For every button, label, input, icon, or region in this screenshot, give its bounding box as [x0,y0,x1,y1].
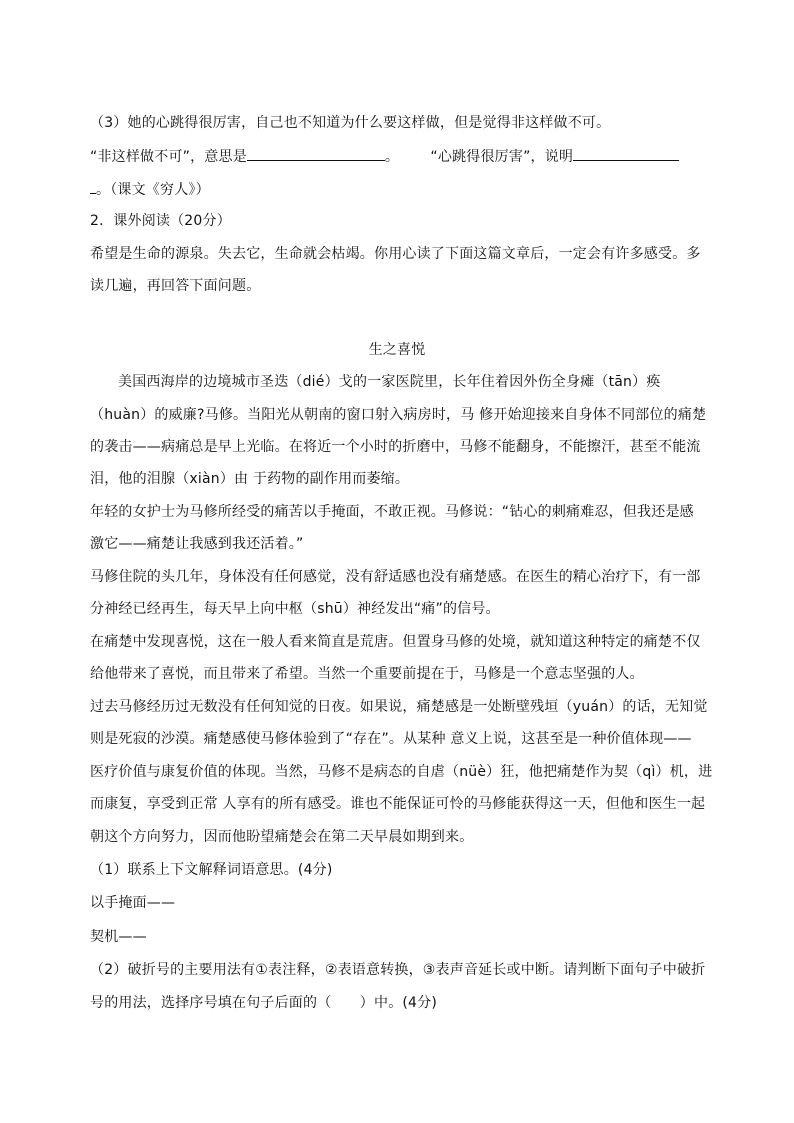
question-3-prompt-a: “非这样做不可”，意思是 [90,149,247,165]
question-1-item-1: 以手掩面—— [90,895,176,911]
answer-blank-2[interactable] [573,146,679,161]
question-2-line-2: 号的用法，选择序号填在句子后面的（ ）中。(4分) [90,995,438,1011]
question-1-prompt: （1）联系上下文解释词语意思。(4分) [90,862,333,878]
paragraph-1-line-1: 美国西海岸的边境城市圣迭（dié）戈的一家医院里，长年住着因外伤全身瘫（tān）痪 [118,374,661,390]
question-3-source [90,179,704,200]
answer-blank-1[interactable] [247,146,385,161]
paragraph-5-line-1: 过去马修经历过无数没有任何知觉的日夜。如果说，痛楚感是一处断壁残垣（yuán）的话，无知觉 [90,699,708,715]
question-3-prompt-b: 。 [384,149,400,165]
paragraph-1-line-3: 的袭击——病痛总是早上光临。在将近一个小时的折磨中，马修不能翻身，不能擦汗，甚至不能流 [90,439,701,455]
question-3-fill-line [90,146,704,167]
question-3-prompt-c: “心跳得很厉害”，说明 [430,149,574,165]
question-1-item-2: 契机—— [90,929,147,945]
section-2-heading: 2．课外阅读（20分） [90,213,231,229]
intro-line-1: 希望是生命的源泉。失去它，生命就会枯竭。你用心读了下面这篇文章后，一定会有许多感受。多 [90,246,701,262]
paragraph-1-line-2: （huàn）的威廉?马修。当阳光从朝南的窗口射入病房时，马 修开始迎接来自身体不同部位的痛楚 [90,407,707,423]
paragraph-4-line-2: 给他带来了喜悦，而且带来了希望。当然一个重要前提在于，马修是一个意志坚强的人。 [90,666,644,682]
paragraph-2-line-1: 年轻的女护士为马修所经受的痛苦以手掩面，不敢正视。马修说：“钻心的刺痛难忍，但我还是感 [90,504,694,520]
paragraph-5-line-2: 则是死寂的沙漠。痛楚感使马修体验到了“存在”。从某种 意义上说，这甚至是一种价值体现—— [90,731,692,747]
intro-line-2: 读几遍，再回答下面问题。 [90,278,261,294]
paragraph-3-line-2: 分神经已经再生，每天早上向中枢（shū）神经发出“痛”的信号。 [90,601,500,617]
paragraph-4-line-1: 在痛楚中发现喜悦，这在一般人看来简直是荒唐。但置身马修的处境，就知道这种特定的痛楚不仅 [90,634,701,650]
article-title: 生之喜悦 [368,342,426,358]
paragraph-3-line-1: 马修住院的头几年，身体没有任何感觉，没有舒适感也没有痛楚感。在医生的精心治疗下，有一部 [90,569,701,585]
paragraph-1-line-4: 泪，他的泪腺（xiàn）由 于药物的副作用而萎缩。 [90,471,410,487]
paragraph-5-line-4: 而康复，享受到正常 人享有的所有感受。谁也不能保证可怜的马修能获得这一天，但他和医生一起 [90,796,706,812]
paragraph-2-line-2: 激它——痛楚让我感到我还活着。” [90,536,304,552]
paragraph-5-line-3: 医疗价值与康复价值的体现。当然，马修不是病态的自虐（nüè）狂，他把痛楚作为契（qì）机，进 [90,764,713,780]
question-3-text: （3）她的心跳得很厉害，自己也不知道为什么要这样做，但是觉得非这样做不可。 [90,115,611,131]
question-2-line-1: （2）破折号的主要用法有①表注释，②表语意转换，③表声音延长或中断。请判断下面句子中破折 [90,962,706,978]
source-note: 。（课文《穷人》） [96,182,210,198]
paragraph-5-line-5: 朝这个方向努力，因而他盼望痛楚会在第二天早晨如期到来。 [90,829,474,845]
